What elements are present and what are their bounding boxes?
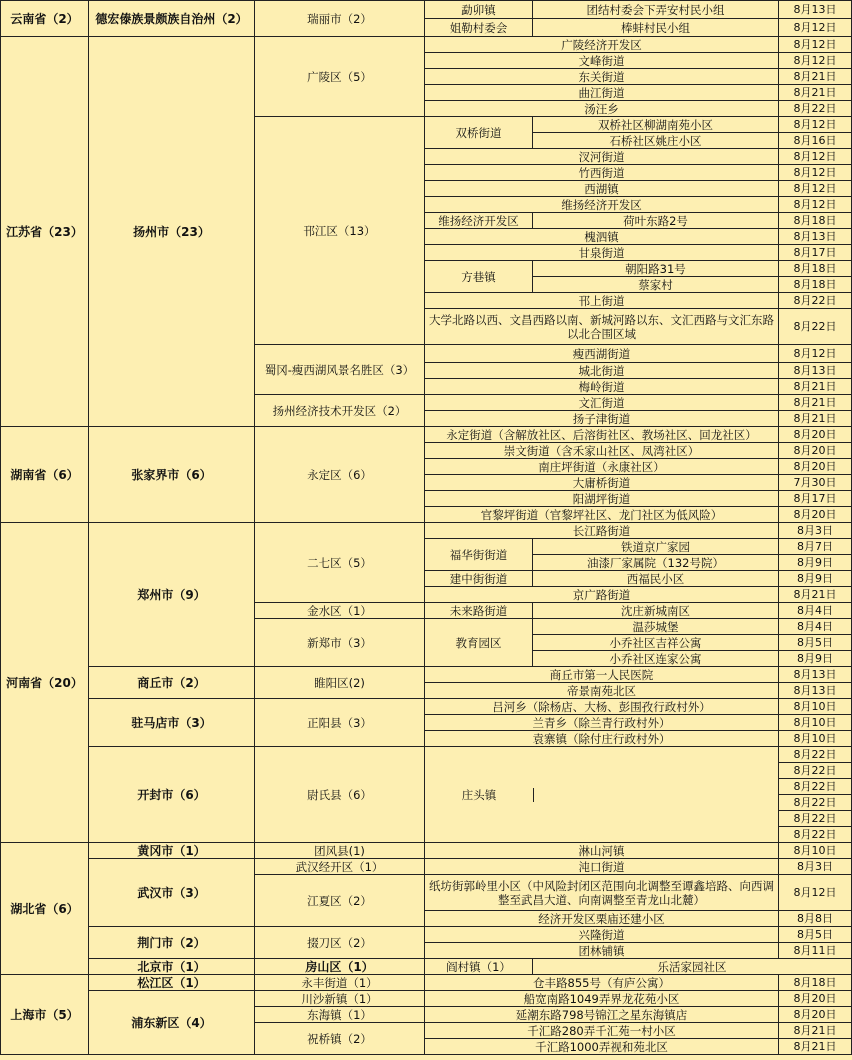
- date-cell: 8月12日: [779, 37, 852, 53]
- date-cell: 8月5日: [779, 635, 852, 651]
- date-cell: 8月21日: [779, 411, 852, 427]
- city-cell: 松江区（1）: [89, 975, 255, 991]
- area-cell: 阳湖坪街道: [425, 491, 779, 507]
- date-cell: 8月13日: [779, 667, 852, 683]
- date-cell: 8月12日: [779, 149, 852, 165]
- date-cell: 8月22日: [779, 293, 852, 309]
- date-cell: 8月12日: [779, 875, 852, 911]
- area-cell: 兴隆街道: [425, 927, 779, 943]
- district-cell: 永丰街道（1）: [255, 975, 425, 991]
- city-cell: 开封市（6）: [89, 747, 255, 843]
- district-cell: 永定区（6）: [255, 427, 425, 523]
- area-cell: 沌口街道: [425, 859, 779, 875]
- date-cell: 8月22日: [779, 747, 852, 763]
- area-cell: 文汇街道: [425, 395, 779, 411]
- sub-area-cell: 油漆厂家属院（132号院）: [533, 555, 779, 571]
- district-cell: 东海镇（1）: [255, 1007, 425, 1023]
- area-cell: 福华街街道: [425, 539, 533, 571]
- date-cell: 8月9日: [779, 555, 852, 571]
- date-cell: 8月21日: [779, 85, 852, 101]
- area-cell: 建中街街道: [425, 571, 533, 587]
- date-cell: 8月22日: [779, 827, 852, 843]
- date-cell: 8月5日: [779, 927, 852, 943]
- district-cell: 团风县(1): [255, 843, 425, 859]
- province-cell: 上海市（5）: [1, 975, 89, 1055]
- area-cell: 船宽南路1049弄界龙花苑小区: [425, 991, 779, 1007]
- area-cell: 大庸桥街道: [425, 475, 779, 491]
- area-cell: 袁寨镇（除付庄行政村外）: [425, 731, 779, 747]
- area-cell: 经济开发区栗庙还建小区: [425, 911, 779, 927]
- date-cell: 8月17日: [779, 245, 852, 261]
- area-cell: 汤汪乡: [425, 101, 779, 117]
- area-cell: 南庄坪街道（永康社区）: [425, 459, 779, 475]
- city-cell: 德宏傣族景颇族自治州（2）: [89, 1, 255, 37]
- area-cell: 广陵经济开发区: [425, 37, 779, 53]
- city-cell: 荆门市（2）: [89, 927, 255, 959]
- date-cell: 8月12日: [779, 345, 852, 363]
- date-cell: 8月22日: [779, 309, 852, 345]
- city-cell: 驻马店市（3）: [89, 699, 255, 747]
- area-cell: 维扬经济开发区: [425, 197, 779, 213]
- sub-area-cell: 棒蚌村民小组: [533, 19, 779, 37]
- district-cell: 二七区（5）: [255, 523, 425, 603]
- date-cell: 8月17日: [779, 491, 852, 507]
- date-cell: 8月21日: [779, 69, 852, 85]
- province-cell: 云南省（2）: [1, 1, 89, 37]
- district-cell: 扬州经济技术开发区（2）: [255, 395, 425, 427]
- area-cell: 大学北路以西、文昌西路以南、新城河路以东、文汇西路与文汇东路以北合围区域: [425, 309, 779, 345]
- province-cell: 江苏省（23）: [1, 37, 89, 427]
- area-cell: 京广路街道: [425, 587, 779, 603]
- date-cell: 8月4日: [779, 603, 852, 619]
- province-cell: 北京市（1）: [89, 959, 255, 975]
- date-cell: 8月22日: [779, 779, 852, 795]
- date-cell: 8月12日: [779, 165, 852, 181]
- area-cell: 吕河乡（除杨店、大杨、彭围孜行政村外）: [425, 699, 779, 715]
- area-cell: 邗上街道: [425, 293, 779, 309]
- area-cell: 汊河街道: [425, 149, 779, 165]
- area-cell: 延潮东路798号锦江之星东海镇店: [425, 1007, 779, 1023]
- city-cell: 张家界市（6）: [89, 427, 255, 523]
- area-cell: 教育园区: [425, 619, 533, 667]
- date-cell: 8月22日: [779, 811, 852, 827]
- district-cell: 蜀冈-瘦西湖风景名胜区（3）: [255, 345, 425, 395]
- date-cell: 8月21日: [779, 395, 852, 411]
- date-cell: 8月13日: [779, 363, 852, 379]
- area-cell: 双桥街道: [425, 117, 533, 149]
- date-cell: 8月9日: [779, 571, 852, 587]
- district-cell: 江夏区（2）: [255, 875, 425, 927]
- district-cell: 祝桥镇（2）: [255, 1023, 425, 1055]
- date-cell: 8月16日: [779, 133, 852, 149]
- date-cell: 8月13日: [779, 683, 852, 699]
- area-cell: 槐泗镇: [425, 229, 779, 245]
- date-cell: 8月10日: [779, 843, 852, 859]
- area-cell: 永定街道（含解放社区、后溶街社区、教场社区、回龙社区）: [425, 427, 779, 443]
- date-cell: 8月21日: [779, 587, 852, 603]
- sub-area-cell: 铁道京广家园: [533, 539, 779, 555]
- area-cell: 城北街道: [425, 363, 779, 379]
- area-cell: 长江路街道: [425, 523, 779, 539]
- date-cell: 8月12日: [779, 197, 852, 213]
- district-cell: 武汉经开区（1）: [255, 859, 425, 875]
- area-label: 庄头镇: [461, 787, 497, 802]
- sub-area-cell: 西福民小区: [533, 571, 779, 587]
- date-cell: 8月3日: [779, 859, 852, 875]
- district-cell: 新郑市（3）: [255, 619, 425, 667]
- province-cell: 湖北省（6）: [1, 843, 89, 975]
- date-cell: 8月12日: [779, 19, 852, 37]
- date-cell: 8月12日: [779, 117, 852, 133]
- district-cell: 睢阳区(2): [255, 667, 425, 699]
- date-cell: 8月18日: [779, 277, 852, 293]
- date-cell: 8月10日: [779, 715, 852, 731]
- district-cell: 金水区（1）: [255, 603, 425, 619]
- province-cell: 湖南省（6）: [1, 427, 89, 523]
- district-cell: 正阳县（3）: [255, 699, 425, 747]
- date-cell: 8月22日: [779, 763, 852, 779]
- district-cell: 川沙新镇（1）: [255, 991, 425, 1007]
- area-cell: 淋山河镇: [425, 843, 779, 859]
- area-cell: 未来路街道: [425, 603, 533, 619]
- area-cell: 姐勒村委会: [425, 19, 533, 37]
- area-cell: 瘦西湖街道: [425, 345, 779, 363]
- sub-area-cell: 蔡家村: [533, 277, 779, 293]
- area-cell: 千汇路1000弄视和苑北区: [425, 1039, 779, 1055]
- area-cell: 官黎坪街道（官黎坪社区、龙门社区为低风险）: [425, 507, 779, 523]
- city-cell: 郑州市（9）: [89, 523, 255, 667]
- date-cell: 8月11日: [779, 943, 852, 959]
- date-cell: 8月13日: [779, 229, 852, 245]
- date-cell: 8月18日: [779, 975, 852, 991]
- area-cell: 东关街道: [425, 69, 779, 85]
- date-cell: 8月7日: [779, 539, 852, 555]
- area-cell: 团林铺镇: [425, 943, 779, 959]
- district-cell: 邗江区（13）: [255, 117, 425, 345]
- city-cell: 浦东新区（4）: [89, 991, 255, 1055]
- date-cell: 8月22日: [779, 795, 852, 811]
- sub-area-cell: 朝阳路31号: [533, 261, 779, 277]
- district-cell: 尉氏县（6）: [255, 747, 425, 843]
- district-cell: 广陵区（5）: [255, 37, 425, 117]
- date-cell: 8月3日: [779, 523, 852, 539]
- area-cell: 帝景南苑北区: [425, 683, 779, 699]
- date-cell: 8月21日: [779, 1039, 852, 1055]
- province-cell: 河南省（20）: [1, 523, 89, 843]
- sub-area-cell: 荷叶东路2号: [533, 213, 779, 229]
- city-cell: 黄冈市（1）: [89, 843, 255, 859]
- district-cell: 瑞丽市（2）: [255, 1, 425, 37]
- area-cell: 甘泉街道: [425, 245, 779, 261]
- area-cell: 竹西街道: [425, 165, 779, 181]
- date-cell: 8月8日: [779, 911, 852, 927]
- date-cell: 8月21日: [779, 379, 852, 395]
- area-cell: 纸坊街郭岭里小区（中风险封闭区范围向北调整至谭鑫培路、向西调整至武昌大道、向南调整至青龙山北麓）: [425, 875, 779, 911]
- date-cell: 8月20日: [779, 443, 852, 459]
- city-cell: 房山区（1）: [255, 959, 425, 975]
- date-cell: 8月21日: [779, 1023, 852, 1039]
- city-cell: 武汉市（3）: [89, 859, 255, 927]
- date-cell: 8月22日: [779, 101, 852, 117]
- area-cell: 文峰街道: [425, 53, 779, 69]
- date-cell: 8月13日: [779, 1, 852, 19]
- district-cell: 掇刀区（2）: [255, 927, 425, 959]
- date-cell: 8月12日: [779, 53, 852, 69]
- area-cell: 勐卯镇: [425, 1, 533, 19]
- area-cell: 梅岭街道: [425, 379, 779, 395]
- date-cell: 8月12日: [779, 181, 852, 197]
- area-cell: [425, 747, 779, 843]
- city-cell: 扬州市（23）: [89, 37, 255, 427]
- area-cell: 方巷镇: [425, 261, 533, 293]
- sub-area-cell: 石桥社区姚庄小区: [533, 133, 779, 149]
- area-cell: 扬子津街道: [425, 411, 779, 427]
- sub-area-cell: 团结村委会下弄安村民小组: [533, 1, 779, 19]
- date-cell: 7月30日: [779, 475, 852, 491]
- date-cell: 8月10日: [779, 731, 852, 747]
- area-cell: 西湖镇: [425, 181, 779, 197]
- sub-area-cell: 小乔社区吉祥公寓: [533, 635, 779, 651]
- date-cell: 8月18日: [779, 213, 852, 229]
- area-cell: 曲江街道: [425, 85, 779, 101]
- area-cell: 千汇路280弄千汇苑一村小区: [425, 1023, 779, 1039]
- date-cell: 8月20日: [779, 459, 852, 475]
- area-cell: 崇文街道（含禾家山社区、凤湾社区）: [425, 443, 779, 459]
- city-cell: 商丘市（2）: [89, 667, 255, 699]
- date-cell: 8月20日: [779, 507, 852, 523]
- sub-area-cell: 小乔社区连家公寓: [533, 651, 779, 667]
- date-cell: 8月9日: [779, 651, 852, 667]
- area-cell: 兰青乡（除兰青行政村外）: [425, 715, 779, 731]
- area-cell: 商丘市第一人民医院: [425, 667, 779, 683]
- date-cell: 8月4日: [779, 619, 852, 635]
- area-cell: 乐活家园社区: [533, 959, 852, 975]
- date-cell: 8月18日: [779, 261, 852, 277]
- date-cell: 8月20日: [779, 1007, 852, 1023]
- area-cell: 维扬经济开发区: [425, 213, 533, 229]
- area-cell: 仓丰路855号（有庐公寓）: [425, 975, 779, 991]
- sub-area-cell: 双桥社区柳湖南苑小区: [533, 117, 779, 133]
- date-cell: 8月20日: [779, 991, 852, 1007]
- sub-area-cell: 沈庄新城南区: [533, 603, 779, 619]
- sub-area-cell: 温莎城堡: [533, 619, 779, 635]
- date-cell: 8月10日: [779, 699, 852, 715]
- date-cell: 8月20日: [779, 427, 852, 443]
- district-cell: 阎村镇（1）: [425, 959, 533, 975]
